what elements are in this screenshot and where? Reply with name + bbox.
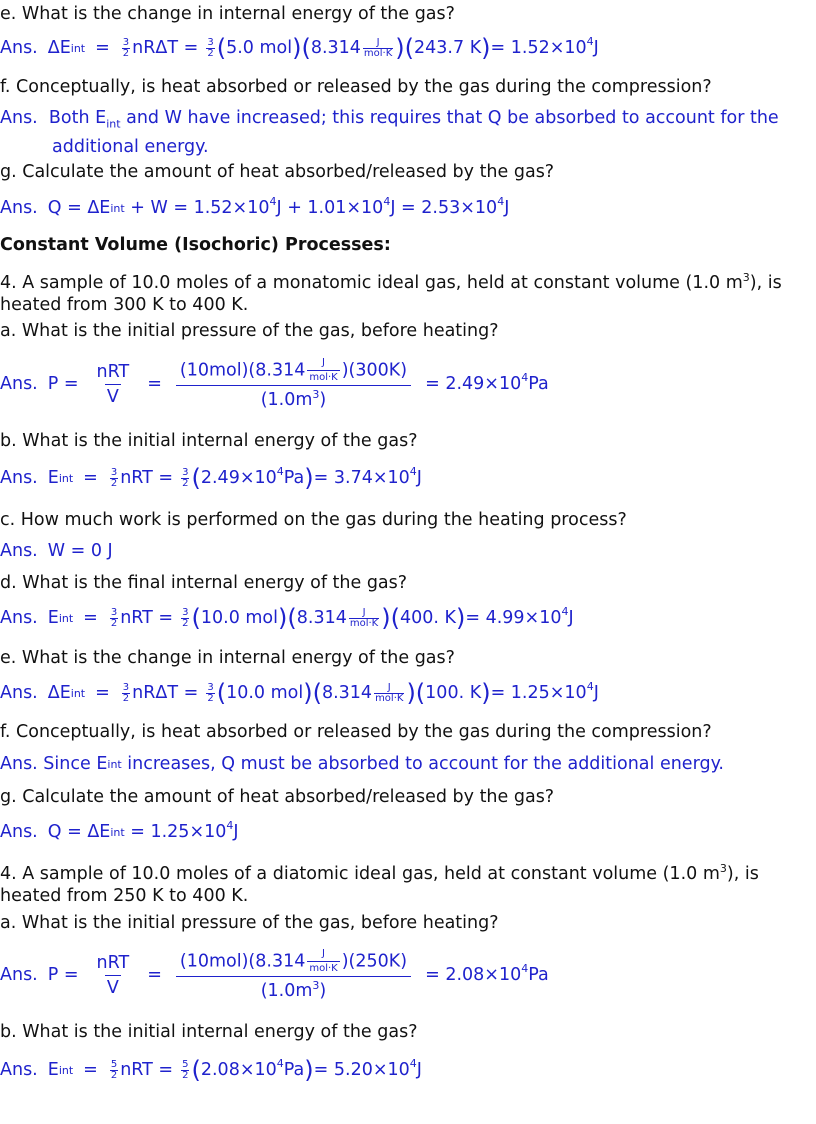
- question-b-3: b. What is the initial internal energy of the gas?: [0, 1022, 418, 1042]
- question-f-2: f. Conceptually, is heat absorbed or released by the gas during the compression?: [0, 722, 712, 742]
- question-e-2: e. What is the change in internal energy of the gas?: [0, 648, 455, 668]
- question-d-2: d. What is the final internal energy of the gas?: [0, 573, 408, 593]
- answer-b-2: Ans. E int = $\frac{3}{2}$ nRT = $\frac{3}{2}$ ( 2.49×10 $^4$ Pa ) = 3.74×10 $^4$ J: [0, 464, 422, 492]
- r-value: 8.314: [310, 38, 361, 58]
- answer-e-1: Ans. ΔE int = $\frac{3}{2}$ nRΔT = $\frac{3}{2}$ ( 5.0 mol )( 8.314 $\frac{J}{\text{mol·K}}$ )( 243.7 K ) = 1.52×10 $^4$ J: [0, 34, 599, 62]
- section-heading: Constant Volume (Isochoric) Processes:: [0, 235, 391, 255]
- problem-4-intro: 4. A sample of 10.0 moles of a monatomic ideal gas, held at constant volume (1.0 $m^3$), is heated from 300 K to 400 K.: [0, 271, 782, 315]
- coef2-frac: $\frac{3}{2}$: [207, 36, 214, 59]
- question-f-1: f. Conceptually, is heat absorbed or released by the gas during the compression?: [0, 77, 712, 97]
- question-g-2: g. Calculate the amount of heat absorbed/released by the gas?: [0, 787, 555, 807]
- answer-a-3: Ans. P = $\frac{\text{nRT}}{V}$ = (10mol)(8.314 $\frac{J}{\text{mol·K}}$ )(250K) $(1.0m^3)$ = 2.08×10 $^4$ Pa: [0, 948, 549, 1001]
- result: = 1.52×10: [490, 38, 587, 58]
- answer-g-1: Ans. Q = ΔE int + W = 1.52×10 $^4$ J + 1.01×10 $^4$ J = 2.53×10 $^4$ J: [0, 194, 510, 218]
- answer-a-2: Ans. P = $\frac{\text{nRT}}{V}$ = (10mol)(8.314 $\frac{J}{\text{mol·K}}$ )(300K) $(1.0m^3)$ = 2.49×10 $^4$ Pa: [0, 357, 549, 410]
- ans-prefix: Ans.: [0, 38, 38, 58]
- pressure-calc-frac: (10mol)(8.314 $\frac{J}{\text{mol·K}}$ )(300K) $(1.0m^3)$: [178, 358, 409, 410]
- unit: J: [593, 38, 599, 58]
- equals: =: [95, 38, 110, 58]
- lhs-sub: int: [70, 41, 86, 55]
- temperature: 243.7 K: [414, 38, 482, 58]
- answer-f-1: Ans. Both $E_{int}$ and W have increased; this requires that Q be absorbed to account for the additional energy.: [0, 108, 779, 157]
- question-c-2: c. How much work is performed on the gas during the heating process?: [0, 510, 627, 530]
- answer-g-2: Ans. Q = ΔE int = 1.25×10 $^4$ J: [0, 818, 239, 842]
- question-a-3: a. What is the initial pressure of the gas, before heating?: [0, 913, 499, 933]
- expr: nRΔT =: [132, 38, 199, 58]
- answer-b-3: Ans. E int = $\frac{5}{2}$ nRT = $\frac{5}{2}$ ( 2.08×10 $^4$ Pa ) = 5.20×10 $^4$ J: [0, 1056, 422, 1084]
- nrt-over-v: $\frac{\text{nRT}}{V}$: [96, 361, 130, 407]
- answer-d-2: Ans. E int = $\frac{3}{2}$ nRT = $\frac{3}{2}$ ( 10.0 mol )( 8.314 $\frac{J}{\text{mol·K}}$ )( 400. K ) = 4.99×10 $^4$ J: [0, 604, 574, 632]
- problem-5-intro: 4. A sample of 10.0 moles of a diatomic ideal gas, held at constant volume (1.0 $m^3$), is heated from 250 K to 400 K.: [0, 862, 759, 906]
- question-a-2: a. What is the initial pressure of the gas, before heating?: [0, 321, 499, 341]
- answer-f-2: Ans. Since E int increases, Q must be absorbed to account for the additional energy.: [0, 754, 724, 774]
- moles: 5.0 mol: [226, 38, 293, 58]
- question-e-1: e. What is the change in internal energy of the gas?: [0, 4, 455, 24]
- answer-c-2: Ans. W = 0 J: [0, 541, 113, 561]
- coef-frac: $\frac{3}{2}$: [122, 36, 130, 59]
- question-b-2: b. What is the initial internal energy of the gas?: [0, 431, 418, 451]
- answer-e-2: Ans. ΔE int = $\frac{3}{2}$ nRΔT = $\frac{3}{2}$ ( 10.0 mol )( 8.314 $\frac{J}{\text{mol·K}}$ )( 100. K ) = 1.25×10 $^4$ J: [0, 679, 599, 707]
- lhs: ΔE: [47, 38, 71, 58]
- r-unit-frac: $\frac{J}{\text{mol·K}}$: [363, 36, 393, 59]
- question-g-1: g. Calculate the amount of heat absorbed/released by the gas?: [0, 162, 555, 182]
